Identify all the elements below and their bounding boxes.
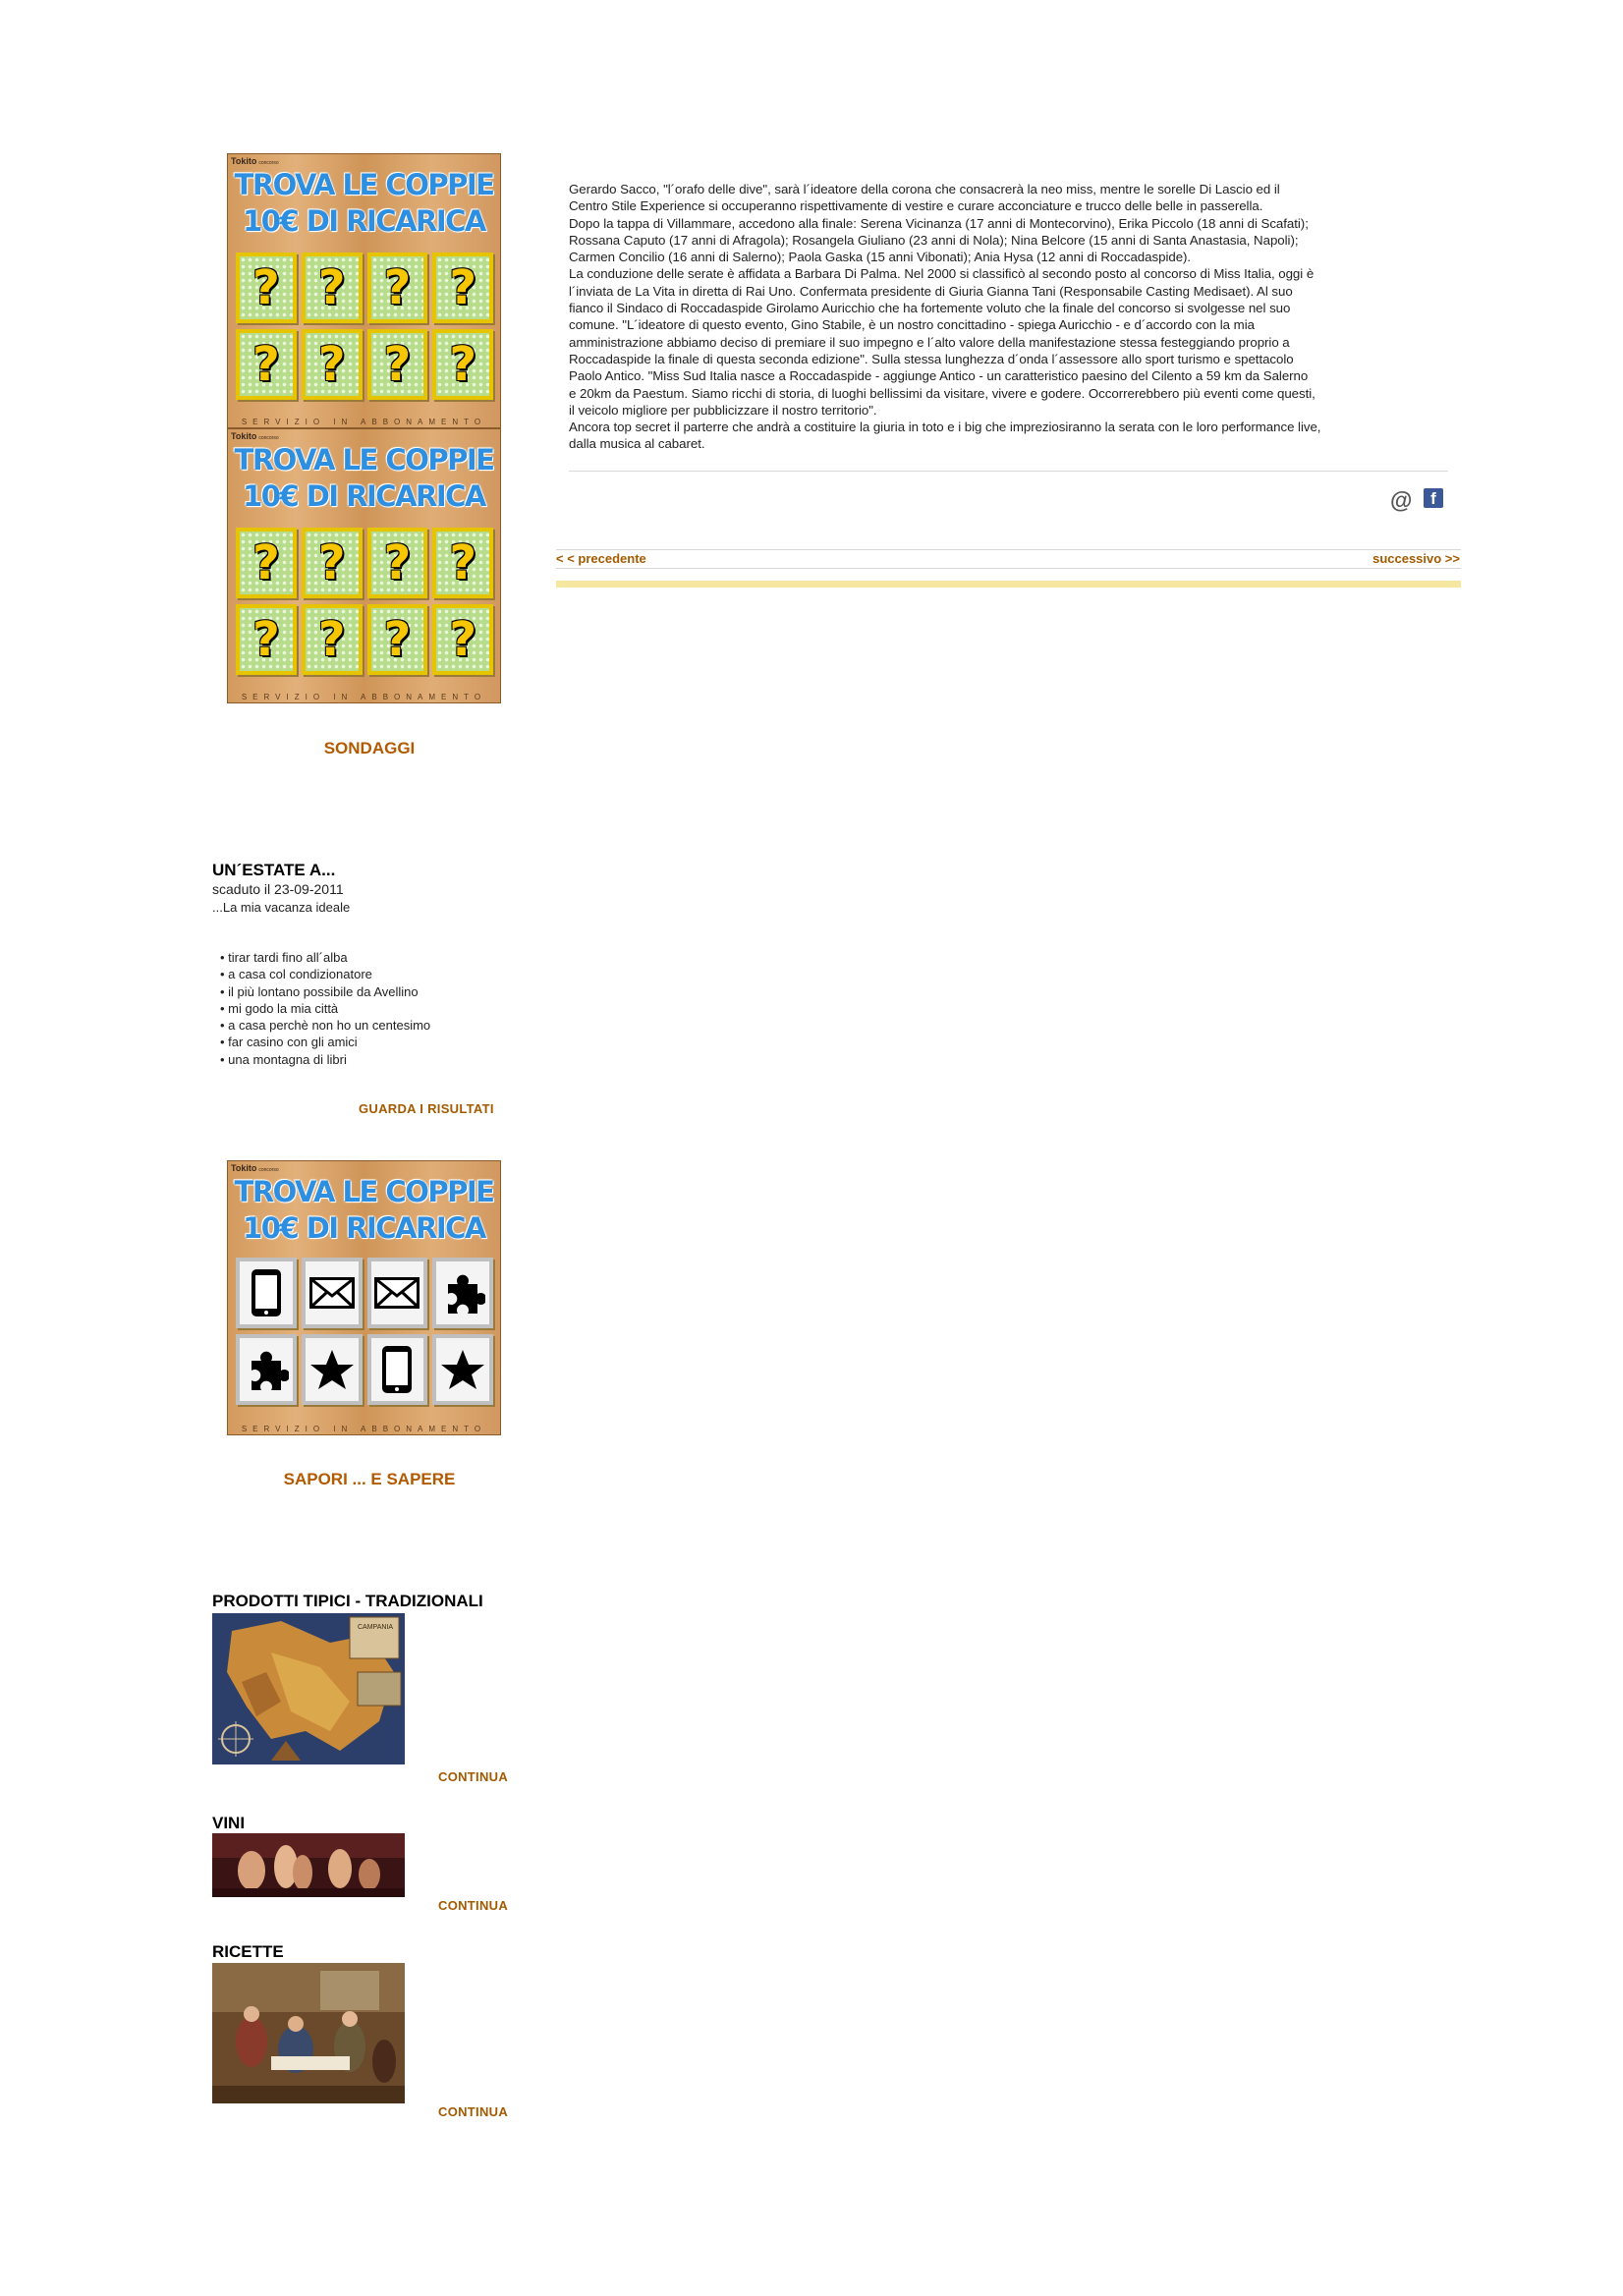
ad-card-grid <box>236 252 493 400</box>
ad-headline: TROVA LE COPPIE <box>234 443 494 476</box>
ad-footer: SERVIZIO IN ABBONAMENTO <box>241 418 487 426</box>
ad-card: ? <box>432 329 493 400</box>
article-line: Rossana Caputo (17 anni di Afragola); Rosangela Giuliano (23 anni di Nola); Nina Belcore (15 anni di Santa Anastasia, Napoli); <box>569 232 1299 248</box>
puzzle-icon <box>236 1334 297 1405</box>
ad-card: ? <box>236 329 297 400</box>
ad-card: ? <box>432 604 493 675</box>
ad-card: ? <box>367 604 428 675</box>
ad-banner-find-pairs[interactable] <box>227 428 501 703</box>
section-title-sondaggi[interactable]: SONDAGGI <box>323 739 416 757</box>
ad-brand: Tokito concorso <box>231 156 279 166</box>
poll-option: • a casa perchè non ho un centesimo <box>220 1017 430 1034</box>
envelope-icon <box>302 1258 363 1328</box>
article-line: Carmen Concilio (16 anni di Salerno); Paola Gaska (15 anni Vibonati); Ania Hysa (12 anni di Roccadaspide). <box>569 250 1192 265</box>
poll-question: ...La mia vacanza ideale <box>212 900 351 915</box>
ad-card: ? <box>302 528 363 598</box>
ad-card: ? <box>236 604 297 675</box>
poll-option: • mi godo la mia città <box>220 1000 430 1017</box>
article-body <box>569 181 1448 453</box>
ad-card: ? <box>302 604 363 675</box>
next-link[interactable]: successivo >> <box>1372 551 1460 566</box>
ad-brand: Tokito concorso <box>231 1163 279 1173</box>
ad-card: ? <box>236 528 297 598</box>
poll-results-link[interactable]: GUARDA I RISULTATI <box>359 1101 494 1116</box>
star-icon <box>432 1334 493 1405</box>
article-line: Dopo la tappa di Villammare, accedono alla finale: Serena Vicinanza (17 anni di Montecorvino), Erika Piccolo (18 anni di Scafati); <box>569 215 1309 231</box>
article-line: comune. "L´ideatore di questo evento, Gino Stabile, è un nostro concittadino - spiega Auricchio - e d´accordo con la mia <box>569 317 1255 333</box>
ad-card-grid <box>236 1258 493 1405</box>
poll-options <box>220 949 430 1068</box>
ad-headline: TROVA LE COPPIE <box>234 168 494 201</box>
ad-card: ? <box>302 252 363 323</box>
poll-option: • a casa col condizionatore <box>220 966 430 982</box>
article-line: e 20km da Paestum. Siamo ricchi di storia, di luoghi bellissimi da visitare, vivere e godere. Occorrerebbero più eventi come questi, <box>569 385 1315 401</box>
ad-footer: SERVIZIO IN ABBONAMENTO <box>241 693 487 701</box>
ad-footer: SERVIZIO IN ABBONAMENTO <box>241 1425 487 1433</box>
ad-card: ? <box>302 329 363 400</box>
article-line: Roccadaspide la finale di questa seconda edizione". Sulla stessa lunghezza d´onda l´assessore allo sport turismo e spettacolo <box>569 351 1294 366</box>
article-line: fianco il Sindaco di Roccadaspide Girolamo Auricchio che ha fortemente voluto che la finale del concorso si svolgesse nel suo <box>569 301 1291 316</box>
item-title-prodotti[interactable]: PRODOTTI TIPICI - TRADIZIONALI <box>212 1592 483 1610</box>
poll-option: • far casino con gli amici <box>220 1034 430 1050</box>
article-line: amministrazione abbiamo deciso di premiare il suo impegno e l´alto valore della manifestazione stessa festeggiando proprio a <box>569 334 1290 350</box>
ad-headline: TROVA LE COPPIE <box>234 1175 494 1208</box>
item-title-vini[interactable]: VINI <box>212 1814 246 1832</box>
ad-subheadline: 10€ DI RICARICA <box>243 204 485 238</box>
facebook-share-icon[interactable]: f <box>1424 488 1443 508</box>
tavern-painting-thumbnail[interactable] <box>212 1963 405 2103</box>
ad-subheadline: 10€ DI RICARICA <box>243 1211 485 1245</box>
map-thumbnail[interactable] <box>212 1613 405 1764</box>
nav-top-rule <box>556 549 1461 550</box>
map-label: CAMPANIA <box>358 1624 394 1631</box>
article-line: dalla musica al cabaret. <box>569 436 705 452</box>
poll-option: • una montagna di libri <box>220 1051 430 1068</box>
nav-yellow-bar <box>556 581 1461 588</box>
continua-link-vini[interactable]: CONTINUA <box>438 1898 509 1913</box>
ad-brand: Tokito concorso <box>231 431 279 441</box>
article-line: l´inviata de La Vita in diretta di Rai Uno. Confermata presidente di Giuria Gianna Tani (Responsabile Casting Medisaet). Al suo <box>569 283 1293 299</box>
article-divider <box>569 471 1448 472</box>
phone-icon <box>367 1334 428 1405</box>
email-share-icon[interactable]: @ <box>1390 487 1413 513</box>
ad-card: ? <box>236 252 297 323</box>
article-line: Paolo Antico. "Miss Sud Italia nasce a Roccadaspide - aggiunge Antico - un caratteristico paesino del Cilento a 59 km da Salerno <box>569 368 1309 384</box>
prev-link[interactable]: < < precedente <box>556 551 646 566</box>
article-line: Gerardo Sacco, "l´orafo delle dive", sarà l´ideatore della corona che consacrerà la neo miss, mentre le sorelle Di Lascio ed il <box>569 182 1280 196</box>
ad-card-grid <box>236 528 493 675</box>
ad-banner-find-pairs[interactable] <box>227 153 501 428</box>
section-title-sapori[interactable]: SAPORI ... E SAPERE <box>283 1470 456 1488</box>
phone-icon <box>236 1258 297 1328</box>
continua-link-prodotti[interactable]: CONTINUA <box>438 1769 509 1784</box>
ad-card: ? <box>367 528 428 598</box>
ad-card: ? <box>432 528 493 598</box>
poll-title: UN´ESTATE A... <box>212 861 336 879</box>
envelope-icon <box>367 1258 428 1328</box>
continua-link-ricette[interactable]: CONTINUA <box>438 2104 509 2119</box>
ad-card: ? <box>367 252 428 323</box>
ad-card: ? <box>367 329 428 400</box>
article-line: Centro Stile Experience si occuperanno rispettivamente di vestire e curare acconciature e trucco delle belle in passerella. <box>569 198 1263 214</box>
article-line: Ancora top secret il parterre che andrà a costituire la giuria in toto e i big che impreziosiranno la serata con le loro performance live, <box>569 420 1321 435</box>
star-icon <box>302 1334 363 1405</box>
nav-bottom-rule <box>556 568 1461 569</box>
poll-option: • tirar tardi fino all´alba <box>220 949 430 966</box>
puzzle-icon <box>432 1258 493 1328</box>
article-line: La conduzione delle serate è affidata a Barbara Di Palma. Nel 2000 si classificò al secondo posto al concorso di Miss Italia, oggi è <box>569 266 1315 282</box>
article-line: il veicolo migliore per pubblicizzare il nostro territorio". <box>569 402 877 418</box>
poll-expired-date: scaduto il 23-09-2011 <box>212 881 344 897</box>
poll-option: • il più lontano possibile da Avellino <box>220 983 430 1000</box>
wine-painting-thumbnail[interactable] <box>212 1833 405 1897</box>
ad-subheadline: 10€ DI RICARICA <box>243 479 485 513</box>
ad-banner-find-pairs[interactable] <box>227 1160 501 1435</box>
ad-card: ? <box>432 252 493 323</box>
item-title-ricette[interactable]: RICETTE <box>212 1942 284 1961</box>
